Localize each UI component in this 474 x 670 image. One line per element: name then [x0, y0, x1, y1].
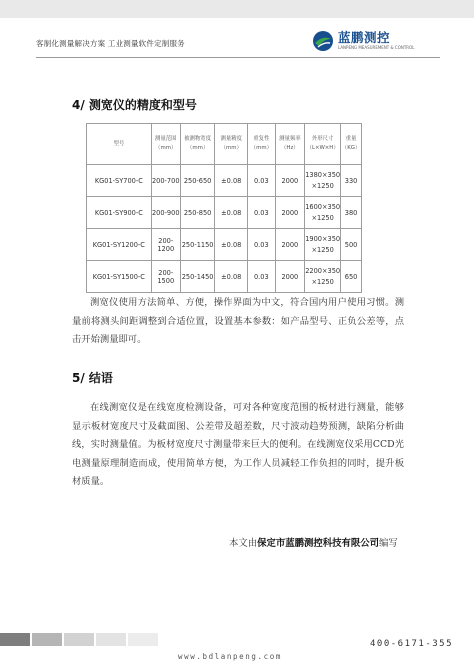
cell-dimensions: 2200×350 ×1250: [305, 261, 341, 293]
cell-accuracy: ±0.08: [215, 261, 248, 293]
header-repeatability: 重复性 （mm）: [248, 124, 275, 165]
header-dimensions: 外形尺寸 （L×W×H）: [305, 124, 341, 165]
table-header-row: [87, 124, 362, 165]
section-4-paragraph: 测宽仪使用方法简单、方便，操作界面为中文，符合国内用户使用习惯。测量前将测头间距调整到合适位置，设置基本参数：如产品型号、正负公差等，点击开始测量即可。: [72, 297, 404, 346]
cell-range: 200-900: [151, 197, 180, 229]
cell-width: 250-850: [180, 197, 215, 229]
cell-weight: 650: [341, 261, 362, 293]
logo-subtitle: LANPENG MEASUREMENT & CONTROL: [338, 44, 415, 50]
table-row: [87, 197, 362, 229]
cell-accuracy: ±0.08: [215, 197, 248, 229]
cell-accuracy: ±0.08: [215, 165, 248, 197]
footer-bar-segment: [64, 633, 94, 646]
cell-frequency: 2000: [275, 261, 305, 293]
cell-width: 250-650: [180, 165, 215, 197]
credit-suffix: 编写: [379, 538, 398, 549]
table-row: [87, 229, 362, 261]
credit-prefix: 本文由: [229, 538, 258, 549]
author-credit: [229, 535, 398, 549]
website-url[interactable]: www.bdlanpeng.com: [178, 652, 282, 661]
cell-range: 200-700: [151, 165, 180, 197]
header-divider: [36, 57, 440, 58]
cell-range: 200-1500: [151, 261, 180, 293]
credit-company: 保定市蓝鹏测控科技有限公司: [257, 538, 380, 549]
cell-dimensions: 1600×350 ×1250: [305, 197, 341, 229]
cell-frequency: 2000: [275, 197, 305, 229]
company-logo: [312, 30, 414, 52]
header-model: 型号: [87, 124, 152, 165]
cell-weight: 380: [341, 197, 362, 229]
header-tagline: 客制化测量解决方案 工业测量软件定制服务: [36, 39, 185, 48]
table-row: [87, 261, 362, 293]
table-row: [87, 165, 362, 197]
cell-dimensions: 1380×350 ×1250: [305, 165, 341, 197]
cell-frequency: 2000: [275, 165, 305, 197]
hotline-number: 400-6171-355: [370, 639, 454, 649]
cell-model: KG01-SY900-C: [87, 197, 152, 229]
cell-model: KG01-SY1200-C: [87, 229, 152, 261]
cell-repeatability: 0.03: [248, 229, 275, 261]
section-5-paragraph: 在线测宽仪是在线宽度检测设备，可对各种宽度范围的板材进行测量，能够显示板材宽度尺寸及截面图、公差带及超差数，尺寸波动趋势预测，缺陷分析曲线，实时测量值。为板材宽度尺寸测量带来巨大的便利。在线测宽仪采用CCD光电测量原理制造而成，使用简单方便，为工作人员减轻工作负担的同时，提升板材质量。: [72, 402, 404, 488]
lanpeng-logo-icon: [312, 30, 334, 52]
header-range: 测量范围 （mm）: [151, 124, 180, 165]
cell-repeatability: 0.03: [248, 165, 275, 197]
footer-bar-segment: [32, 633, 62, 646]
cell-accuracy: ±0.08: [215, 229, 248, 261]
cell-range: 200-1200: [151, 229, 180, 261]
cell-weight: 330: [341, 165, 362, 197]
cell-model: KG01-SY700-C: [87, 165, 152, 197]
cell-width: 250-1150: [180, 229, 215, 261]
header-weight: 重量 （KG）: [341, 124, 362, 165]
section-5-title: 5/ 结语: [72, 371, 113, 385]
cell-width: 250-1450: [180, 261, 215, 293]
header-accuracy: 测量精度 （mm）: [215, 124, 248, 165]
logo-name: 蓝鹏测控: [338, 30, 391, 46]
cell-repeatability: 0.03: [248, 261, 275, 293]
cell-model: KG01-SY1500-C: [87, 261, 152, 293]
section-4-title: 4/ 测宽仪的精度和型号: [72, 98, 197, 112]
spec-table: [86, 123, 362, 293]
top-band: [0, 0, 474, 18]
header-width: 被测物宽度 （mm）: [180, 124, 215, 165]
cell-frequency: 2000: [275, 229, 305, 261]
cell-repeatability: 0.03: [248, 197, 275, 229]
cell-dimensions: 1900×350 ×1250: [305, 229, 341, 261]
header-frequency: 测量频率 （Hz）: [275, 124, 305, 165]
footer-bar-segment: [96, 633, 126, 646]
footer-bar-segment: [128, 633, 158, 646]
cell-weight: 500: [341, 229, 362, 261]
footer-bar-segment: [0, 633, 30, 646]
